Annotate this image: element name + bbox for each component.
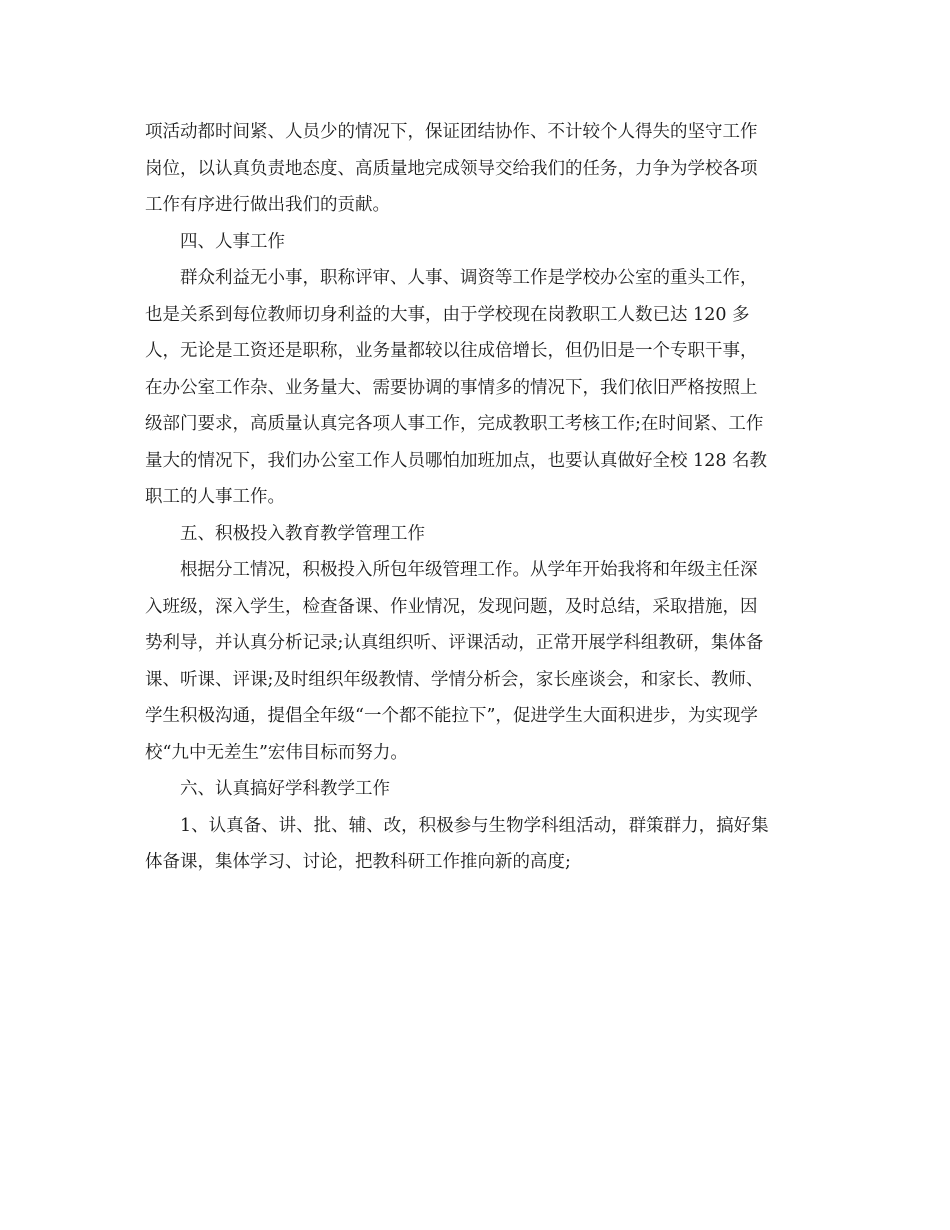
text-line: 学生积极沟通，提倡全年级“一个都不能拉下”，促进学生大面积进步，为实现学 [145,706,758,726]
text-line: 五、积极投入教育教学管理工作 [180,523,425,544]
text-line: 六、认真搞好学科教学工作 [180,779,390,799]
text-line: 岗位，以认真负责地态度、高质量地完成领导交给我们的任务，力争为学校各项 [145,158,758,179]
text-line: 入班级，深入学生，检查备课、作业情况，发现问题，及时总结，采取措施，因 [145,596,758,617]
text-line: 体备课，集体学习、讨论，把教科研工作推向新的高度; [145,852,571,872]
document-body [145,114,810,881]
text-line: 势利导，并认真分析记录;认真组织听、评课活动，正常开展学科组教研，集体备 [145,633,764,653]
section-heading-personnel [145,224,810,261]
text-line: 工作有序进行做出我们的贡献。 [145,195,390,215]
text-line: 校“九中无差生”宏伟目标而努力。 [145,742,408,763]
section-heading-teaching-management [145,516,810,553]
text-line: 在办公室工作杂、业务量大、需要协调的事情多的情况下，我们依旧严格按照上 [145,377,758,398]
text-line: 四、人事工作 [180,231,285,252]
text-line: 人，无论是工资还是职称，业务量都较以往成倍增长，但仍旧是一个专职干事， [145,341,758,361]
text-line: 1、认真备、讲、批、辅、改，积极参与生物学科组活动，群策群力，搞好集 [180,815,769,836]
paragraph-teaching-management [145,552,810,771]
text-line: 量大的情况下，我们办公室工作人员哪怕加班加点，也要认真做好全校 128 名教 [145,450,768,471]
text-line: 项活动都时间紧、人员少的情况下，保证团结协作、不计较个人得失的坚守工作 [145,122,758,142]
paragraph-personnel [145,260,810,516]
text-line: 群众利益无小事，职称评审、人事、调资等工作是学校办公室的重头工作， [180,268,758,288]
text-line: 也是关系到每位教师切身利益的大事，由于学校现在岗教职工人数已达 120 多 [145,304,750,325]
paragraph-continued [145,114,810,224]
text-line: 级部门要求，高质量认真完各项人事工作，完成教职工考核工作;在时间紧、工作 [145,414,764,434]
text-line: 职工的人事工作。 [145,487,285,507]
section-heading-subject-teaching [145,771,810,808]
text-line: 根据分工情况，积极投入所包年级管理工作。从学年开始我将和年级主任深 [180,560,758,580]
paragraph-subject-teaching-item-1 [145,808,810,881]
text-line: 课、听课、评课;及时组织年级教情、学情分析会，家长座谈会，和家长、教师、 [145,669,764,690]
